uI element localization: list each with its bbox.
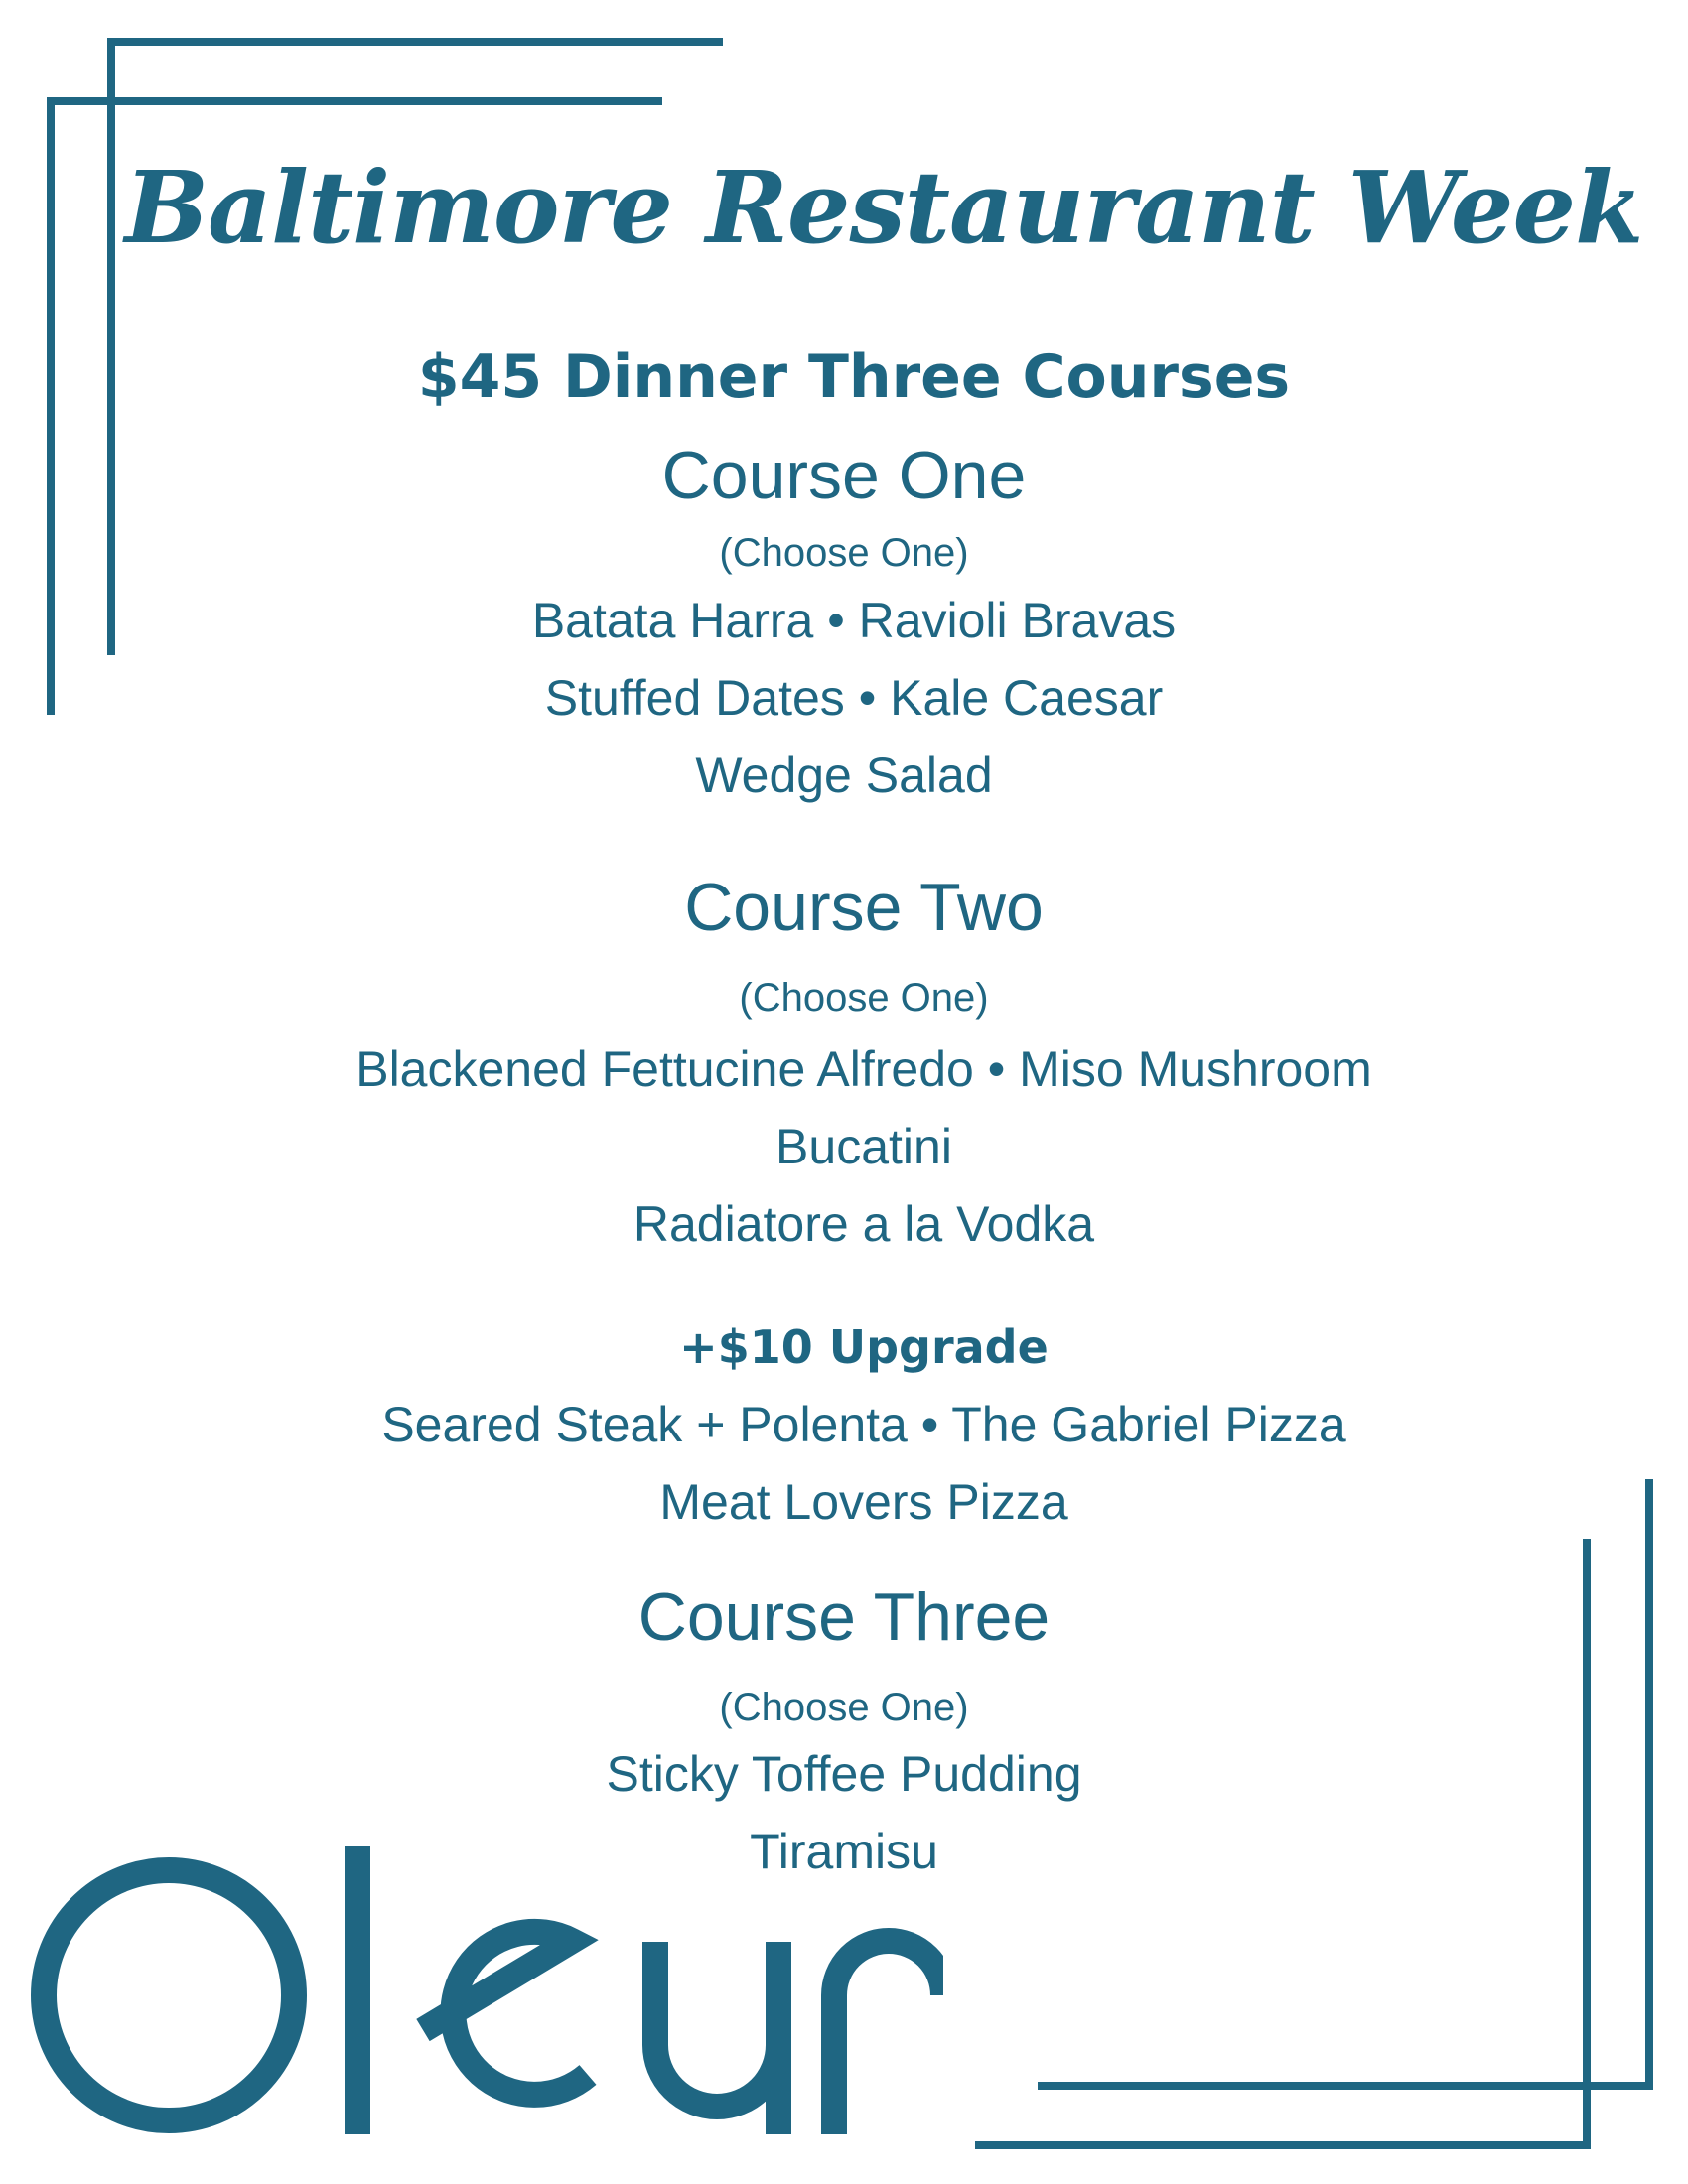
course-three-note: (Choose One) xyxy=(719,1686,969,1729)
upgrade-line-2: Meat Lovers Pizza xyxy=(659,1474,1068,1530)
course-three-title: Course Three xyxy=(637,1579,1051,1655)
logo-letter-o xyxy=(44,1870,294,2120)
frame-line-top-inner xyxy=(47,97,662,105)
course-two-note: (Choose One) xyxy=(739,976,989,1020)
upgrade-line-1: Seared Steak + Polenta • The Gabriel Pizza xyxy=(381,1397,1346,1452)
frame-line-bottom-outer xyxy=(975,2141,1591,2149)
course-two-line-3: Radiatore a la Vodka xyxy=(633,1196,1095,1252)
course-three-line-2: Tiramisu xyxy=(750,1824,938,1879)
page-subtitle: $45 Dinner Three Courses xyxy=(417,342,1291,412)
logo-letter-e xyxy=(423,1932,588,2095)
frame-line-bottom-inner xyxy=(1038,2082,1653,2090)
course-two-line-2: Bucatini xyxy=(775,1119,952,1174)
logo-letter-m xyxy=(834,1941,943,2134)
course-one-title: Course One xyxy=(661,438,1027,513)
course-one-line-3: Wedge Salad xyxy=(695,748,993,803)
upgrade-label: +$10 Upgrade xyxy=(679,1320,1049,1374)
course-two-title: Course Two xyxy=(684,870,1044,945)
frame-line-top-outer xyxy=(107,38,723,46)
oleum-logo xyxy=(30,1846,943,2144)
course-one-line-1: Batata Harra • Ravioli Bravas xyxy=(531,593,1177,648)
course-two-line-1: Blackened Fettucine Alfredo • Miso Mushroom xyxy=(355,1041,1372,1097)
course-three-line-1: Sticky Toffee Pudding xyxy=(606,1746,1082,1802)
course-one-line-2: Stuffed Dates • Kale Caesar xyxy=(544,670,1164,726)
logo-letter-u xyxy=(655,1942,778,2134)
page-title: Baltimore Restaurant Week xyxy=(124,149,1643,266)
course-one-note: (Choose One) xyxy=(719,531,969,575)
